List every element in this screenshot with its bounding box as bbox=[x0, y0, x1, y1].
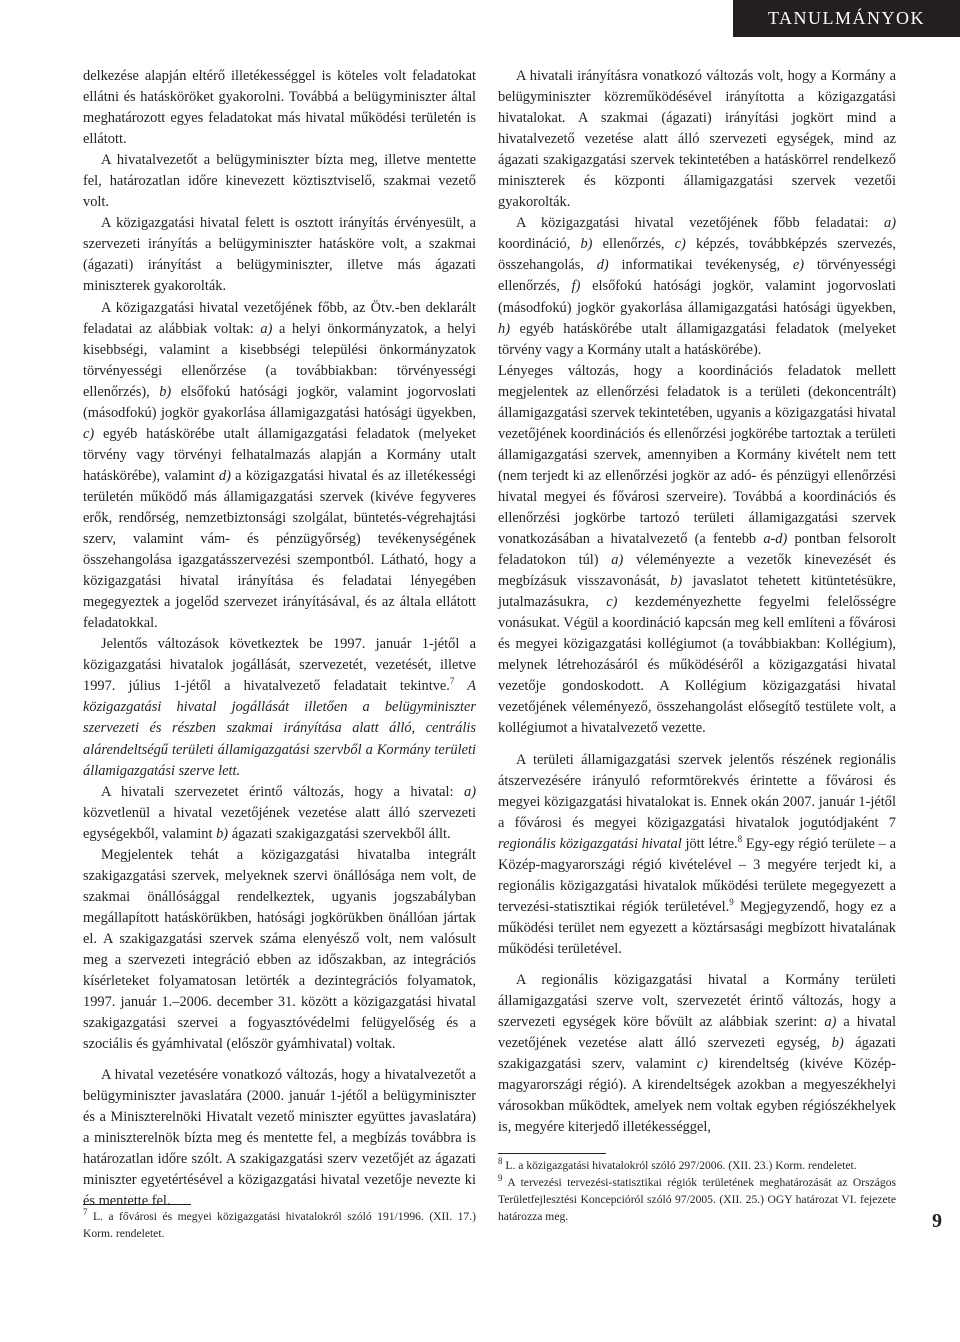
paragraph: Megjelentek tehát a közigazgatási hivatalba integrált szakigazgatási szervek, melyeknek szervi önállósága nem volt, de szakmai önállósággal rendelkeztek, ugyanis jogszabályban megállapított hatáskörükben, hatósági jogkörükben önállóan jártak el. A szakigazgatási szervek száma elenyésző volt, nem valósult meg a szervezeti integráció ebben az időszakban, az integrációs kísérleteket folyamatosan letörték a dezintegrációs folyamatok, 1997. január 1.–2006. december 31. között a közigazgatási hivatal szakigazgatási szervei a fogyasztóvédelmi felügyelőség és a szociális és gyámhivatal (először gyámhivatal) voltak. bbox=[83, 846, 476, 1053]
paragraph: A területi államigazgatási szervek jelentős részének regionális átszervezésére irányuló reformtörekvés érintette a fővárosi és megyei közigazgatási hivatalokat is. Ennek okán 2007. január 1-jétől a fővárosi és megyei közigazgatási hivatalok jogutódjaként 7 regionális közigazgatási hivatal jött létre.$^8$ Egy-egy régió területe – a Közép-magyarországi régió kivételével – 3 megyére terjedt ki, a regionális közigazgatási hivatalok működési területe megegyezett a tervezési-statisztikai régiók területével.$^9$ Megjegyzendő, hogy ez a működési terület nem egyezett a köztársasági megbízott hivatalának működési területével. bbox=[498, 751, 896, 957]
paragraph: A hivatal vezetésére vonatkozó változás, hogy a hivatalvezetőt a belügyminiszter javaslatára (2000. január 1-jétől a belügyminiszter és a Miniszterelnöki Hivatalt vezető miniszter együttes javaslatára) a miniszterelnök bízta meg és mentette fel, a megbízás továbbra is határozatlan időre szólt. A szakigazgatási szerv vezetőjét az ágazati miniszter egyetértésével a közigazgatási hivatal vezetője nevezte ki és mentette fel. bbox=[83, 1067, 476, 1210]
right-column bbox=[498, 66, 896, 1138]
footnote-9: $^9$ A tervezési tervezési-statisztikai régiók területének meghatározását az Országos Területfejlesztési Koncepcióról szóló 97/2005. (XII. 25.) OGY határozat VI. fejezete határozza meg. bbox=[498, 1173, 896, 1223]
footnote-7: $^7$ L. a fővárosi és megyei közigazgatási hivatalokról szóló 191/1996. (XII. 17.) Korm. rendeletet. bbox=[83, 1207, 476, 1240]
paragraph: A regionális közigazgatási hivatal a Kormány területi államigazgatási szerve volt, szervezetét érintő változás, hogy a szervezeti egységek köre bővült az alábbiak szerint: a) a hivatal vezetőjének vezetése alatt álló szervezeti egység, b) ágazati szakigazgatási szerv, valamint c) kirendeltség (kivéve Közép-magyarországi régió). A kirendeltségek azokban a megyeszékhelyi városokban működtek, amelyek nem voltak egyben régiószékhelyek is, megyére kiterjedő illetékességgel, bbox=[498, 971, 896, 1136]
left-column bbox=[83, 66, 476, 1213]
section-header-label: TANULMÁNYOK bbox=[767, 8, 926, 28]
paragraph: A közigazgatási hivatal vezetőjének főbb, az Ötv.-ben deklarált feladatai az alábbiak voltak: a) a helyi önkormányzatok, a helyi kisebbségi, valamint a kisebbségi települési önkormányzatok törvényességi ellenőrzése (a továbbiakban: törvényességi ellenőrzés), b) elsőfokú hatósági jogkör, valamint jogorvoslati (másodfokú) jogkör gyakorlása államigazgatási hatósági ügyekben, c) egyéb hatáskörébe utalt államigazgatási feladatok (melyeket törvény vagy törvényi felhatalmazás alapján a Kormány utalt hatáskörébe), valamint d) a közigazgatási hivatal és az illetékességi területén működő más államigazgatási szervek (kivéve fegyveres erők, rendőrség, nemzetbiztonsági szolgálat, büntetés-végrehajtási szerv, valamint vám- és pénzügyőrség) tevékenységének összehangolása igazgatásszervezési szempontból. Látható, hogy a közigazgatási hivatal irányítása és feladatai lényegében megegyeztek a jogelőd szervezet irányításával, és az általa ellátott feladatokkal. bbox=[83, 299, 476, 632]
paragraph: Jelentős változások következtek be 1997. január 1-jétől a közigazgatási hivatalok jogállását, szervezetét, vezetését, illetve 1997. július 1-jétől a hivatalvezető feladatait tekintve.$^7$ A közigazgatási hivatal jogállását illetően a belügyminiszter szervezeti és részben szakmai irányítása alatt álló, centrális alárendeltségű területi államigazgatási szervből a Kormány területi államigazgatási szerve lett. bbox=[83, 636, 476, 779]
footnote-ref-9: 9 bbox=[729, 897, 734, 908]
section-header-tab bbox=[733, 0, 960, 37]
footnote-ref-8: 8 bbox=[737, 833, 743, 844]
footnote-ref-7: 7 bbox=[449, 676, 455, 687]
paragraph: A közigazgatási hivatal felett is osztott irányítás érvényesült, a szervezeti irányítás a belügyminiszter hatásköre volt, a szakmai (ágazati) irányítást a belügyminiszter, illetve más ágazati miniszterek gyakorolták. bbox=[83, 215, 476, 295]
paragraph: A közigazgatási hivatal vezetőjének főbb feladatai: a) koordináció, b) ellenőrzés, c) képzés, továbbképzés szervezés, összehangolás, d) informatikai tevékenység, e) törvényességi ellenőrzés, f) elsőfokú hatósági jogkör, valamint jogorvoslati (másodfokú) jogkör gyakorlása államigazgatási hatósági ügyekben, h) egyéb hatáskörébe utalt államigazgatási feladatok (melyeket törvény vagy a Kormány utalt a hatáskörébe). bbox=[498, 215, 897, 358]
footnotes-left bbox=[83, 1204, 476, 1242]
paragraph: delkezése alapján eltérő illetékességgel is köteles volt feladatokat ellátni és hatásköröket gyakorolni. Továbbá a belügyminiszter által meghatározott egyes feladatokat más hivatal működési területén is ellátott. bbox=[83, 68, 476, 148]
paragraph: A hivatali irányításra vonatkozó változás volt, hogy a Kormány a belügyminiszter közreműködésével irányította a közigazgatási hivatalokat. A szakmai (ágazati) irányítási jogkört mind a hivatalvezető vezetése alatt álló szervezeti egységek, mind az ágazati szakigazgatási szervek tekintetében a hatáskörrel rendelkező miniszterek és központi államigazgatási szervek vezetői gyakorolták. bbox=[498, 68, 896, 211]
footnote-divider bbox=[498, 1153, 606, 1154]
paragraph: A hivatali szervezetet érintő változás, hogy a hivatal: a) közvetlenül a hivatal vezetőjének vezetése alatt álló szervezeti egységekből, valamint b) ágazati szakigazgatási szervekből állt. bbox=[83, 783, 476, 842]
paragraph: A hivatalvezetőt a belügyminiszter bízta meg, illetve mentette fel, határozatlan időre kinevezett köztisztviselő, szakmai vezető volt. bbox=[83, 152, 476, 211]
paragraph: Lényeges változás, hogy a koordinációs feladatok mellett megjelentek az ellenőrzési feladatok is a területi (dekoncentrált) államigazgatási szervek tekintetében, ugyanis a közigazgatási hivatal vezetőjének koordinációs és ellenőrzési jogkörébe tartoztak a területi államigazgatási szervek, amennyiben a Kormány kivételt nem tett (nem terjedt ki az ellenőrzési jogkör az adó- és pénzügyi ellenőrzési hivatal megyei és fővárosi szerveire). Továbbá a koordinációs és ellenőrzési jogkörbe tartozó területi államigazgatási szervek vonatkozásában a hivatalvezető (a fentebb a-d) pontban felsorolt feladatokon túl) a) véleményezte a vezetők kinevezését és megbízásuk visszavonását, b) javaslatot tehetett kitüntetésükre, jutalmazásukra, c) kezdeményezhette fegyelmi felelősségre vonásukat. Végül a koordináció kapcsán meg kell említeni a fővárosi és megyei közigazgatási kollégiumot (a továbbiakban: Kollégium), melynek létrehozásáról és működéséről a közigazgatási hivatal vezetője gondoskodott. A Kollégium közigazgatási hivatal vezetőjének véleményező, összehangolást elősegítő testülete volt, a kollégiumot a hivatalvezető vezette. bbox=[498, 362, 897, 737]
footnote-8: $^8$ L. a közigazgatási hivatalokról szóló 297/2006. (XII. 23.) Korm. rendeletet. bbox=[498, 1156, 857, 1172]
footnote-divider bbox=[83, 1204, 191, 1205]
page-number: 9 bbox=[932, 1210, 942, 1232]
footnotes-right bbox=[498, 1153, 896, 1225]
